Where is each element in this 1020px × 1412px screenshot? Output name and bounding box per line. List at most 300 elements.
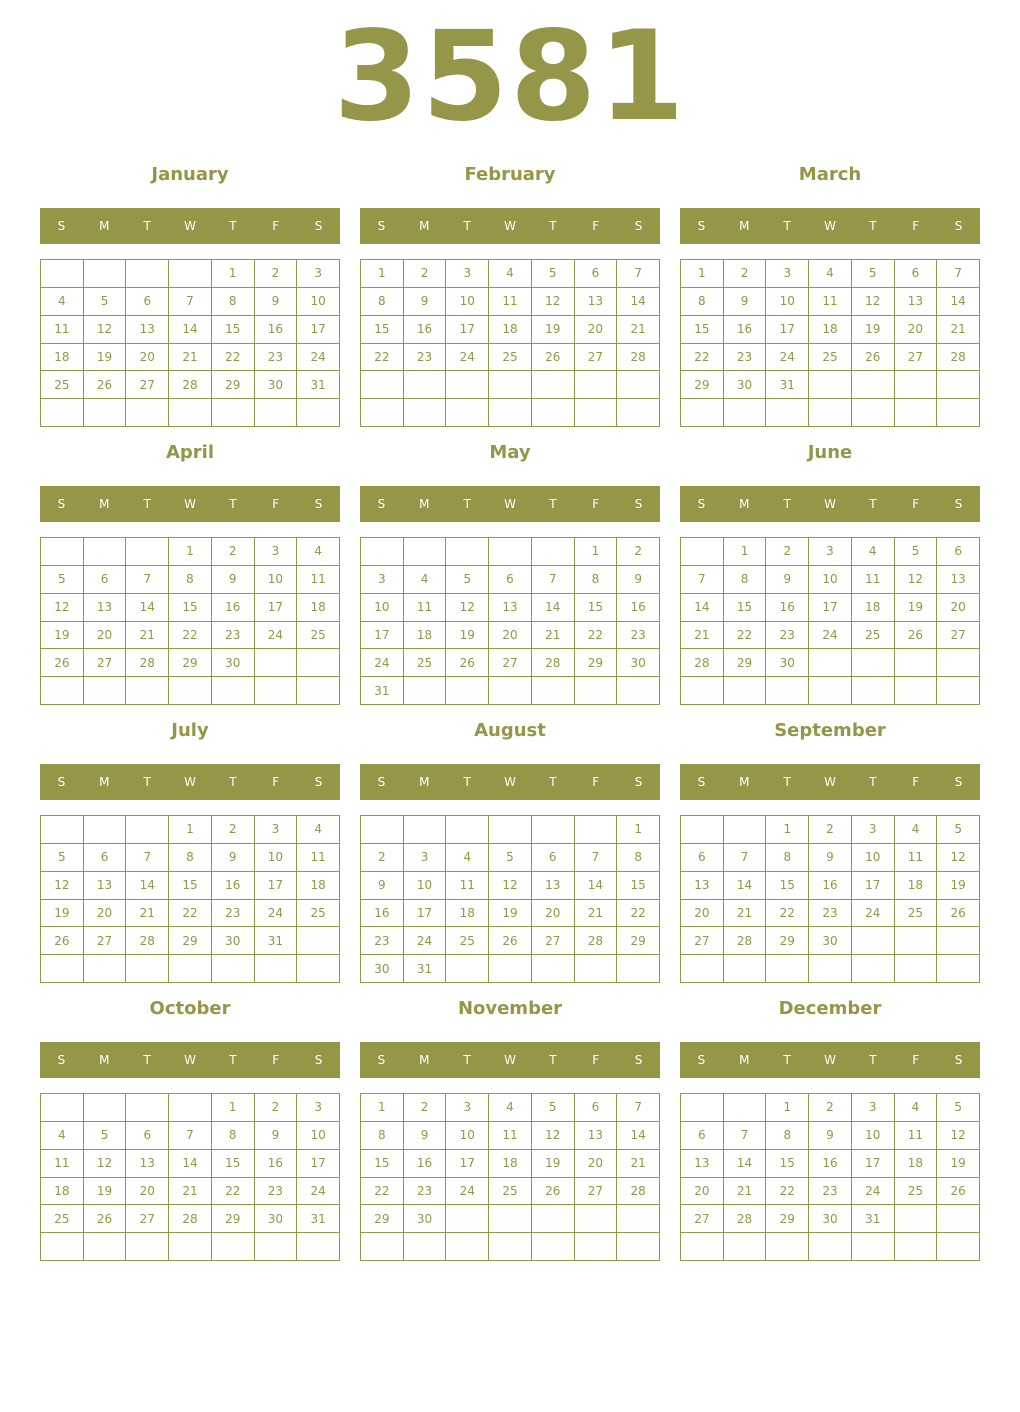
day-cell: 26: [41, 649, 84, 677]
day-cell: 19: [41, 900, 84, 928]
day-cell: 10: [255, 844, 298, 872]
day-cell: 14: [617, 288, 660, 316]
day-cell: 29: [575, 649, 618, 677]
day-cell: 20: [575, 316, 618, 344]
empty-day-cell: [84, 538, 127, 566]
empty-day-cell: [532, 677, 575, 705]
day-cell: 14: [126, 872, 169, 900]
weekday-header: [680, 486, 980, 522]
day-cell: 25: [446, 927, 489, 955]
day-cell: 28: [724, 927, 767, 955]
day-cell: 22: [212, 1178, 255, 1206]
day-cell: 4: [41, 288, 84, 316]
day-cell: 20: [681, 900, 724, 928]
empty-day-cell: [169, 955, 212, 983]
empty-day-cell: [84, 816, 127, 844]
day-cell: 25: [852, 622, 895, 650]
weekday-label: M: [739, 219, 750, 233]
weekday-label: S: [57, 219, 66, 233]
day-cell: 4: [852, 538, 895, 566]
day-cell: 25: [297, 622, 340, 650]
day-cell: 23: [766, 622, 809, 650]
day-cell: 19: [937, 872, 980, 900]
day-cell: 18: [895, 872, 938, 900]
weekday-header: [680, 764, 980, 800]
day-grid: [40, 815, 340, 983]
day-cell: 13: [895, 288, 938, 316]
day-cell: 12: [41, 872, 84, 900]
day-cell: 2: [724, 260, 767, 288]
weekday-label: F: [912, 219, 920, 233]
day-cell: 11: [446, 872, 489, 900]
day-cell: 23: [809, 1178, 852, 1206]
day-cell: 6: [575, 260, 618, 288]
weekday-label: M: [419, 219, 430, 233]
day-cell: 22: [617, 900, 660, 928]
weekday-label: F: [272, 497, 280, 511]
day-cell: 2: [212, 538, 255, 566]
day-cell: 4: [489, 1094, 532, 1122]
day-cell: 12: [84, 1150, 127, 1178]
day-cell: 1: [681, 260, 724, 288]
day-cell: 14: [724, 872, 767, 900]
empty-day-cell: [532, 1233, 575, 1261]
weekday-label: S: [634, 775, 643, 789]
day-cell: 24: [809, 622, 852, 650]
day-cell: 1: [361, 1094, 404, 1122]
day-cell: 9: [255, 288, 298, 316]
day-cell: 7: [169, 288, 212, 316]
weekday-label: S: [954, 775, 963, 789]
weekday-label: T: [783, 219, 791, 233]
empty-day-cell: [724, 816, 767, 844]
day-cell: 21: [126, 900, 169, 928]
day-cell: 13: [84, 594, 127, 622]
empty-day-cell: [361, 816, 404, 844]
empty-day-cell: [212, 1233, 255, 1261]
day-cell: 3: [766, 260, 809, 288]
day-cell: 21: [617, 316, 660, 344]
day-cell: 20: [575, 1150, 618, 1178]
day-cell: 9: [212, 566, 255, 594]
day-cell: 3: [446, 260, 489, 288]
day-cell: 23: [212, 622, 255, 650]
day-cell: 11: [489, 288, 532, 316]
day-cell: 30: [255, 371, 298, 399]
day-cell: 29: [361, 1205, 404, 1233]
weekday-label: F: [592, 775, 600, 789]
weekday-label: T: [229, 1053, 237, 1067]
day-cell: 21: [617, 1150, 660, 1178]
day-cell: 29: [169, 927, 212, 955]
empty-day-cell: [489, 816, 532, 844]
day-cell: 29: [724, 649, 767, 677]
day-cell: 11: [41, 316, 84, 344]
empty-day-cell: [532, 371, 575, 399]
day-cell: 30: [212, 649, 255, 677]
day-cell: 27: [575, 344, 618, 372]
day-cell: 3: [809, 538, 852, 566]
empty-day-cell: [809, 399, 852, 427]
weekday-label: T: [229, 219, 237, 233]
day-grid: [680, 537, 980, 705]
day-cell: 24: [852, 1178, 895, 1206]
day-cell: 6: [126, 1122, 169, 1150]
day-cell: 15: [169, 872, 212, 900]
empty-day-cell: [41, 816, 84, 844]
weekday-header: [40, 764, 340, 800]
day-cell: 24: [852, 900, 895, 928]
day-cell: 20: [126, 1178, 169, 1206]
day-cell: 16: [255, 316, 298, 344]
day-cell: 2: [404, 1094, 447, 1122]
empty-day-cell: [575, 371, 618, 399]
day-cell: 15: [361, 1150, 404, 1178]
day-cell: 28: [617, 344, 660, 372]
day-cell: 17: [809, 594, 852, 622]
empty-day-cell: [617, 677, 660, 705]
day-cell: 28: [169, 1205, 212, 1233]
day-cell: 17: [255, 872, 298, 900]
day-cell: 19: [446, 622, 489, 650]
day-cell: 12: [532, 1122, 575, 1150]
empty-day-cell: [404, 399, 447, 427]
weekday-label: T: [463, 497, 471, 511]
empty-day-cell: [617, 371, 660, 399]
weekday-label: T: [143, 219, 151, 233]
empty-day-cell: [895, 1233, 938, 1261]
day-cell: 24: [297, 1178, 340, 1206]
weekday-header: [360, 764, 660, 800]
day-cell: 20: [937, 594, 980, 622]
day-cell: 4: [297, 538, 340, 566]
weekday-label: W: [184, 1053, 196, 1067]
day-cell: 27: [681, 927, 724, 955]
day-grid: [360, 815, 660, 983]
day-cell: 7: [532, 566, 575, 594]
day-cell: 16: [766, 594, 809, 622]
empty-day-cell: [84, 399, 127, 427]
day-cell: 26: [489, 927, 532, 955]
day-cell: 27: [575, 1178, 618, 1206]
empty-day-cell: [126, 538, 169, 566]
day-cell: 1: [212, 1094, 255, 1122]
day-cell: 26: [532, 1178, 575, 1206]
day-cell: 27: [126, 371, 169, 399]
day-cell: 25: [489, 344, 532, 372]
day-cell: 5: [937, 816, 980, 844]
day-cell: 21: [724, 900, 767, 928]
day-cell: 4: [809, 260, 852, 288]
empty-day-cell: [617, 955, 660, 983]
weekday-label: T: [143, 775, 151, 789]
day-cell: 9: [724, 288, 767, 316]
day-cell: 11: [489, 1122, 532, 1150]
month-name: March: [798, 164, 862, 185]
day-cell: 18: [297, 872, 340, 900]
empty-day-cell: [681, 816, 724, 844]
day-cell: 12: [489, 872, 532, 900]
day-cell: 25: [404, 649, 447, 677]
day-cell: 19: [895, 594, 938, 622]
day-cell: 11: [809, 288, 852, 316]
day-cell: 23: [404, 344, 447, 372]
empty-day-cell: [361, 371, 404, 399]
day-cell: 12: [446, 594, 489, 622]
day-cell: 1: [169, 538, 212, 566]
empty-day-cell: [575, 816, 618, 844]
weekday-label: S: [57, 1053, 66, 1067]
day-cell: 11: [41, 1150, 84, 1178]
day-cell: 13: [937, 566, 980, 594]
day-cell: 18: [809, 316, 852, 344]
empty-day-cell: [126, 955, 169, 983]
day-cell: 30: [617, 649, 660, 677]
weekday-label: F: [272, 775, 280, 789]
empty-day-cell: [489, 538, 532, 566]
empty-day-cell: [766, 399, 809, 427]
weekday-label: S: [314, 219, 323, 233]
day-cell: 12: [84, 316, 127, 344]
day-cell: 10: [852, 1122, 895, 1150]
day-cell: 1: [169, 816, 212, 844]
day-cell: 29: [617, 927, 660, 955]
day-cell: 30: [404, 1205, 447, 1233]
day-cell: 10: [446, 1122, 489, 1150]
empty-day-cell: [297, 927, 340, 955]
weekday-label: S: [377, 219, 386, 233]
empty-day-cell: [724, 1233, 767, 1261]
day-cell: 31: [255, 927, 298, 955]
weekday-label: M: [419, 1053, 430, 1067]
day-cell: 23: [404, 1178, 447, 1206]
empty-day-cell: [255, 399, 298, 427]
weekday-header: [40, 486, 340, 522]
empty-day-cell: [255, 649, 298, 677]
day-cell: 24: [255, 622, 298, 650]
day-cell: 18: [41, 344, 84, 372]
day-cell: 16: [212, 594, 255, 622]
empty-day-cell: [489, 1205, 532, 1233]
weekday-label: M: [739, 1053, 750, 1067]
empty-day-cell: [852, 927, 895, 955]
empty-day-cell: [446, 399, 489, 427]
day-cell: 15: [212, 1150, 255, 1178]
empty-day-cell: [361, 399, 404, 427]
empty-day-cell: [297, 955, 340, 983]
weekday-label: F: [912, 497, 920, 511]
day-cell: 29: [212, 1205, 255, 1233]
weekday-label: F: [592, 497, 600, 511]
day-cell: 14: [169, 316, 212, 344]
weekday-label: M: [99, 219, 110, 233]
day-cell: 21: [532, 622, 575, 650]
empty-day-cell: [724, 399, 767, 427]
day-cell: 16: [255, 1150, 298, 1178]
empty-day-cell: [446, 1233, 489, 1261]
day-cell: 2: [255, 260, 298, 288]
day-cell: 13: [84, 872, 127, 900]
empty-day-cell: [575, 399, 618, 427]
weekday-header: [360, 486, 660, 522]
day-grid: [40, 259, 340, 427]
weekday-label: T: [229, 775, 237, 789]
day-cell: 13: [681, 872, 724, 900]
day-cell: 30: [809, 927, 852, 955]
day-cell: 2: [809, 816, 852, 844]
day-cell: 29: [766, 927, 809, 955]
empty-day-cell: [404, 538, 447, 566]
empty-day-cell: [681, 1233, 724, 1261]
empty-day-cell: [852, 399, 895, 427]
day-cell: 21: [681, 622, 724, 650]
day-cell: 22: [212, 344, 255, 372]
day-cell: 10: [255, 566, 298, 594]
day-cell: 13: [532, 872, 575, 900]
day-cell: 20: [681, 1178, 724, 1206]
day-cell: 6: [681, 844, 724, 872]
day-cell: 6: [489, 566, 532, 594]
month-name: December: [778, 998, 882, 1019]
weekday-label: W: [504, 219, 516, 233]
day-cell: 28: [169, 371, 212, 399]
day-cell: 27: [84, 649, 127, 677]
day-cell: 29: [169, 649, 212, 677]
day-cell: 17: [404, 900, 447, 928]
day-cell: 24: [297, 344, 340, 372]
day-cell: 9: [361, 872, 404, 900]
day-cell: 16: [212, 872, 255, 900]
day-cell: 25: [297, 900, 340, 928]
weekday-label: S: [314, 775, 323, 789]
empty-day-cell: [937, 927, 980, 955]
empty-day-cell: [212, 955, 255, 983]
empty-day-cell: [937, 677, 980, 705]
day-cell: 20: [489, 622, 532, 650]
weekday-label: T: [463, 219, 471, 233]
empty-day-cell: [41, 1094, 84, 1122]
day-cell: 30: [724, 371, 767, 399]
weekday-label: S: [377, 497, 386, 511]
day-cell: 17: [255, 594, 298, 622]
weekday-header: [40, 1042, 340, 1078]
day-cell: 25: [895, 1178, 938, 1206]
weekday-label: S: [634, 1053, 643, 1067]
month-name: February: [464, 164, 556, 185]
day-cell: 18: [489, 316, 532, 344]
empty-day-cell: [169, 399, 212, 427]
month-name: November: [457, 998, 563, 1019]
day-cell: 15: [766, 1150, 809, 1178]
day-grid: [40, 1093, 340, 1261]
weekday-label: F: [592, 219, 600, 233]
day-cell: 6: [937, 538, 980, 566]
day-cell: 7: [169, 1122, 212, 1150]
day-cell: 15: [617, 872, 660, 900]
empty-day-cell: [532, 399, 575, 427]
empty-day-cell: [489, 1233, 532, 1261]
day-cell: 17: [852, 872, 895, 900]
day-cell: 17: [297, 316, 340, 344]
day-cell: 18: [404, 622, 447, 650]
day-cell: 8: [212, 288, 255, 316]
empty-day-cell: [84, 677, 127, 705]
day-cell: 23: [255, 1178, 298, 1206]
day-cell: 6: [532, 844, 575, 872]
weekday-label: T: [549, 1053, 557, 1067]
empty-day-cell: [446, 955, 489, 983]
weekday-label: T: [549, 219, 557, 233]
empty-day-cell: [895, 1205, 938, 1233]
empty-day-cell: [446, 816, 489, 844]
day-cell: 15: [212, 316, 255, 344]
empty-day-cell: [895, 399, 938, 427]
day-cell: 21: [169, 1178, 212, 1206]
day-cell: 25: [489, 1178, 532, 1206]
day-cell: 13: [575, 288, 618, 316]
day-cell: 31: [297, 371, 340, 399]
day-cell: 28: [126, 649, 169, 677]
weekday-label: T: [229, 497, 237, 511]
weekday-header: [360, 208, 660, 244]
empty-day-cell: [126, 399, 169, 427]
empty-day-cell: [297, 649, 340, 677]
day-cell: 31: [852, 1205, 895, 1233]
day-cell: 27: [532, 927, 575, 955]
day-cell: 9: [404, 288, 447, 316]
day-cell: 5: [446, 566, 489, 594]
day-cell: 15: [681, 316, 724, 344]
empty-day-cell: [212, 677, 255, 705]
day-cell: 10: [852, 844, 895, 872]
empty-day-cell: [532, 816, 575, 844]
weekday-label: T: [463, 1053, 471, 1067]
day-cell: 6: [84, 566, 127, 594]
day-cell: 19: [852, 316, 895, 344]
day-cell: 21: [169, 344, 212, 372]
day-cell: 6: [575, 1094, 618, 1122]
day-cell: 19: [532, 316, 575, 344]
day-cell: 3: [404, 844, 447, 872]
empty-day-cell: [361, 538, 404, 566]
weekday-label: T: [143, 497, 151, 511]
weekday-label: S: [954, 219, 963, 233]
empty-day-cell: [212, 399, 255, 427]
day-grid: [40, 537, 340, 705]
day-cell: 10: [809, 566, 852, 594]
day-cell: 3: [446, 1094, 489, 1122]
day-cell: 27: [937, 622, 980, 650]
day-cell: 16: [404, 316, 447, 344]
day-cell: 14: [532, 594, 575, 622]
day-cell: 13: [126, 316, 169, 344]
day-cell: 1: [766, 816, 809, 844]
weekday-label: W: [824, 1053, 836, 1067]
empty-day-cell: [937, 1205, 980, 1233]
day-cell: 8: [681, 288, 724, 316]
day-cell: 27: [126, 1205, 169, 1233]
month-name: January: [151, 164, 229, 185]
empty-day-cell: [255, 677, 298, 705]
weekday-label: S: [954, 1053, 963, 1067]
day-cell: 1: [361, 260, 404, 288]
empty-day-cell: [489, 399, 532, 427]
day-cell: 9: [255, 1122, 298, 1150]
day-cell: 15: [169, 594, 212, 622]
weekday-label: S: [697, 775, 706, 789]
day-cell: 27: [895, 344, 938, 372]
day-cell: 19: [41, 622, 84, 650]
